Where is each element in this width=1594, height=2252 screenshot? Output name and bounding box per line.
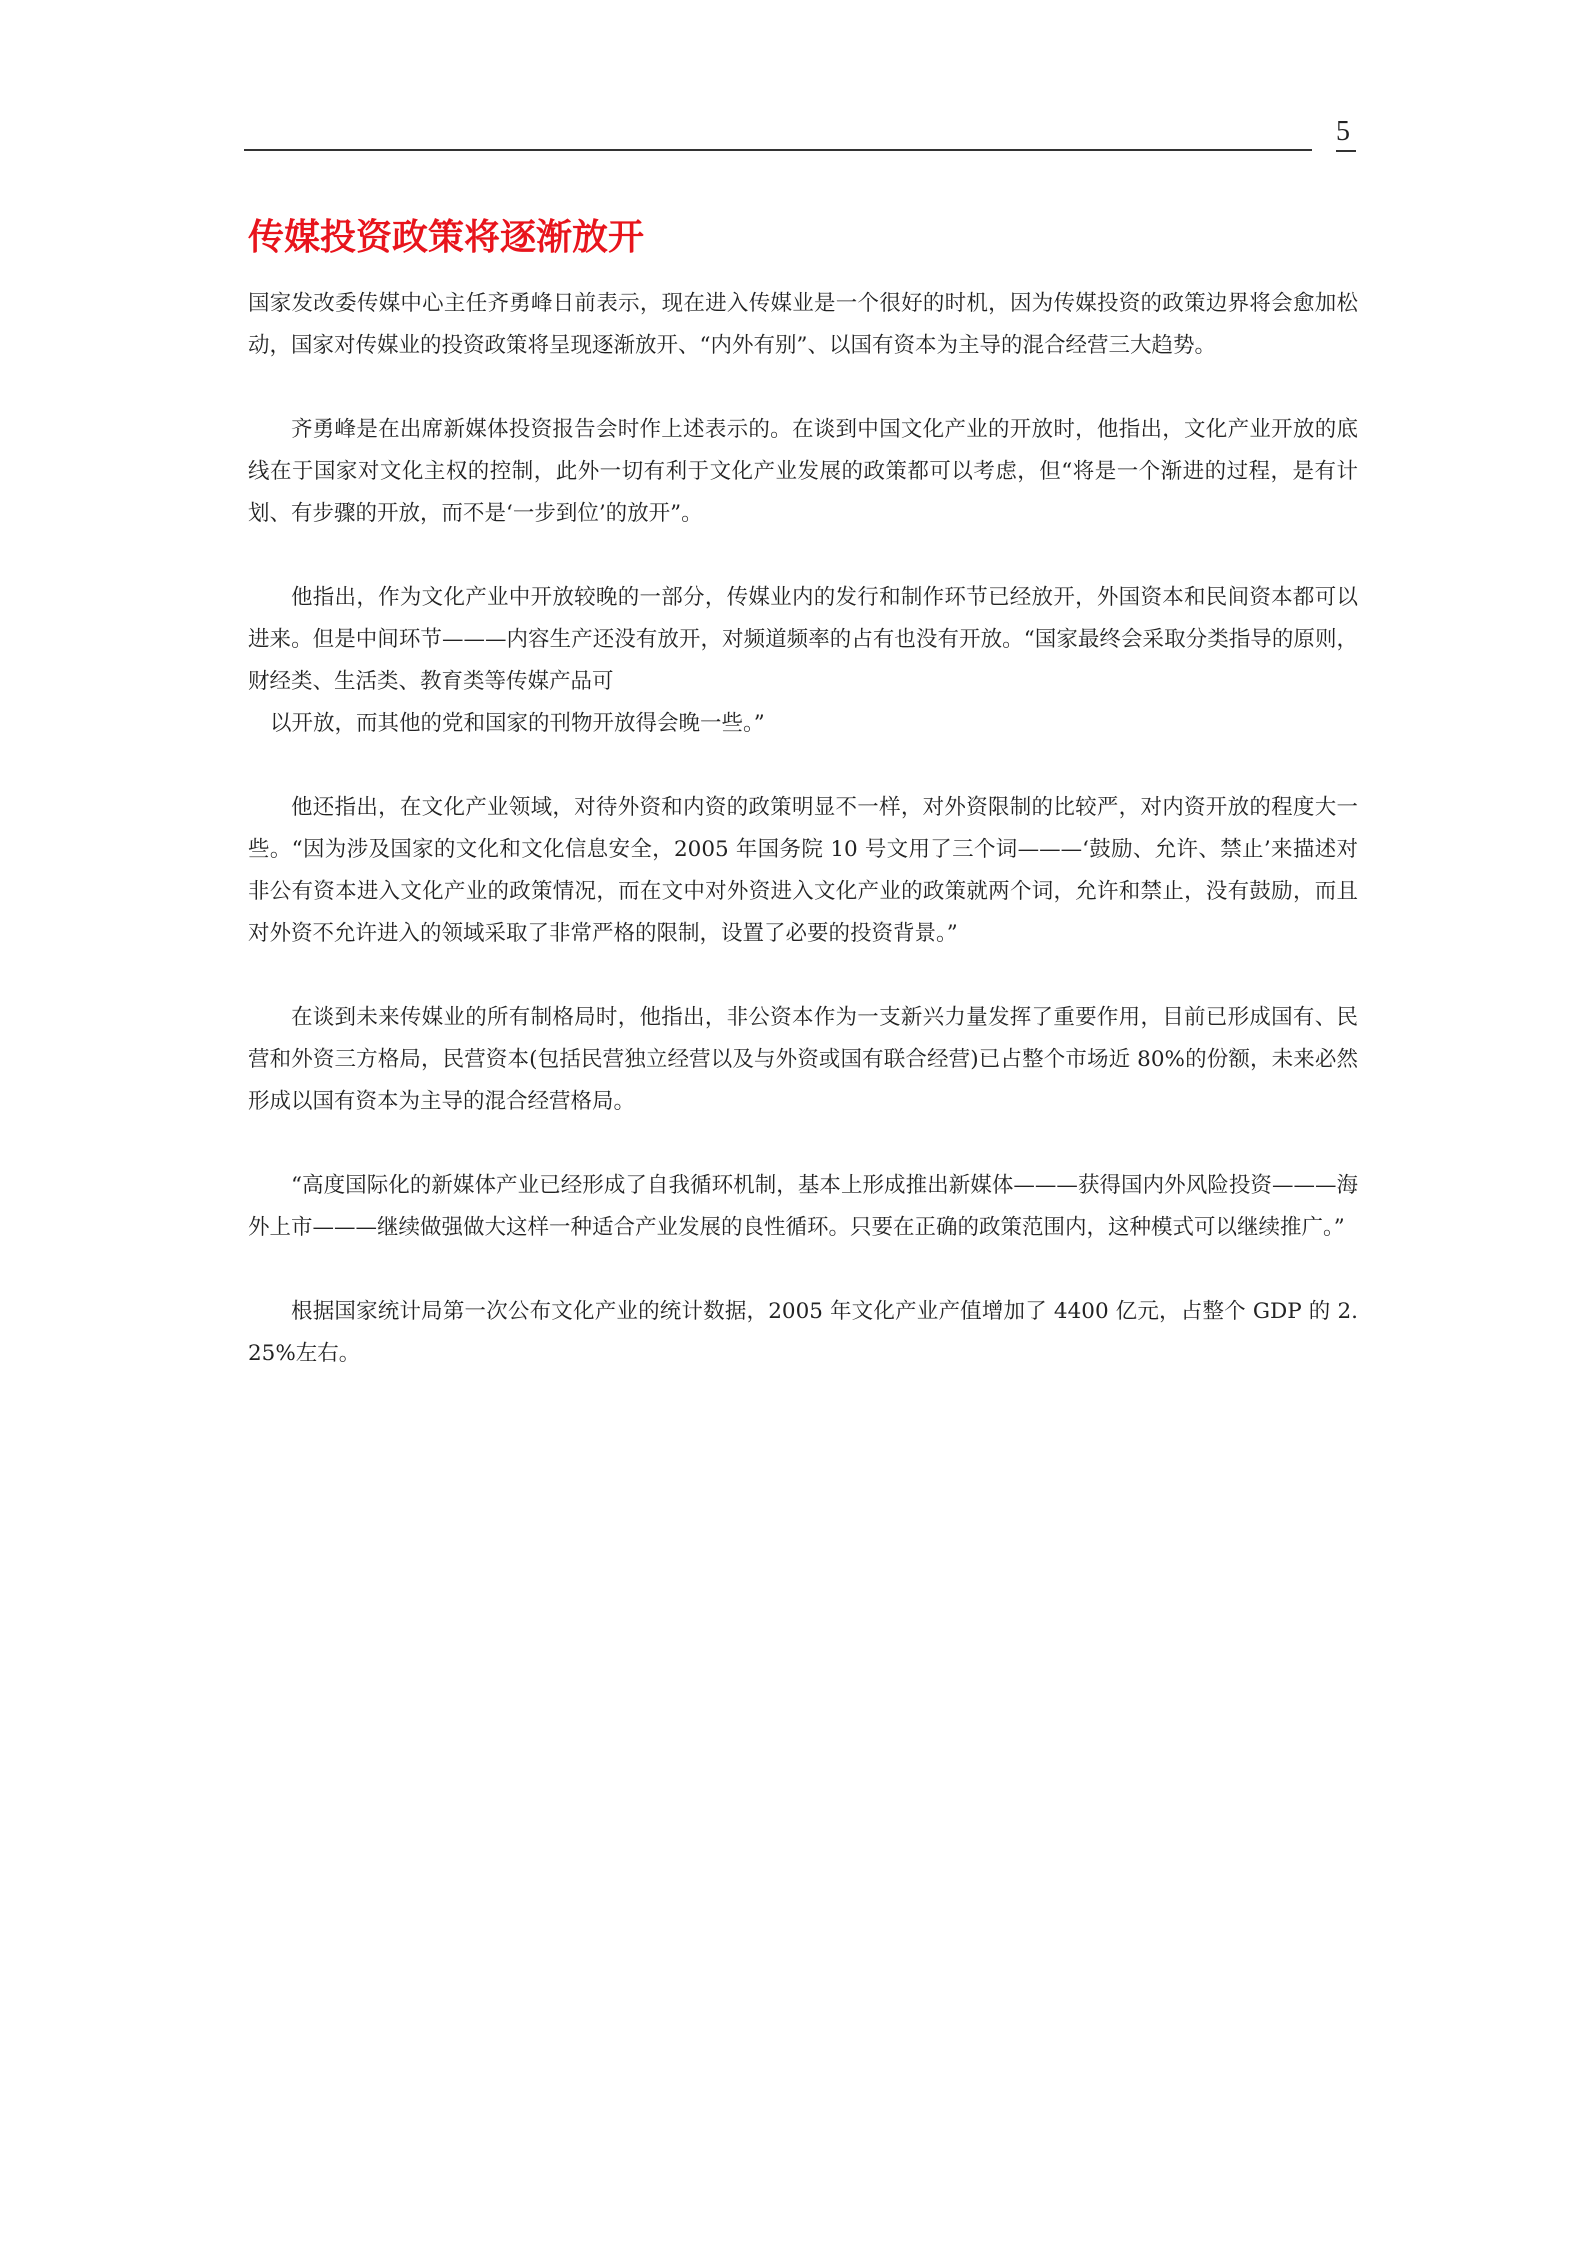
page-number: 5 <box>1336 116 1350 147</box>
paragraph-3-part-1: 他指出，作为文化产业中开放较晚的一部分，传媒业内的发行和制作环节已经放开，外国资本和民间资本都可以进来。但是中间环节———内容生产还没有放开，对频道频率的占有也没有开放。“国家最终会采取分类指导的原则，财经类、生活类、教育类等传媒产品可 <box>248 585 1358 694</box>
article-body <box>248 283 1358 1417</box>
page-number-underline <box>1336 150 1356 152</box>
paragraph-5: 在谈到未来传媒业的所有制格局时，他指出，非公资本作为一支新兴力量发挥了重要作用，目前已形成国有、民营和外资三方格局，民营资本(包括民营独立经营以及与外资或国有联合经营)已占整个市场近 80%的份额，未来必然形成以国有资本为主导的混合经营格局。 <box>248 1005 1358 1114</box>
header-rule <box>244 149 1312 151</box>
paragraph-3 <box>248 577 1358 745</box>
paragraph-3-part-2: 以开放，而其他的党和国家的刊物开放得会晚一些。” <box>270 711 765 736</box>
paragraph-6: “高度国际化的新媒体产业已经形成了自我循环机制，基本上形成推出新媒体———获得国内外风险投资———海外上市———继续做强做大这样一种适合产业发展的良性循环。只要在正确的政策范围内，这种模式可以继续推广。” <box>248 1173 1358 1240</box>
article-title: 传媒投资政策将逐渐放开 <box>248 216 645 258</box>
paragraph-1: 国家发改委传媒中心主任齐勇峰日前表示，现在进入传媒业是一个很好的时机，因为传媒投资的政策边界将会愈加松动，国家对传媒业的投资政策将呈现逐渐放开、“内外有别”、以国有资本为主导的混合经营三大趋势。 <box>248 291 1358 358</box>
paragraph-2: 齐勇峰是在出席新媒体投资报告会时作上述表示的。在谈到中国文化产业的开放时，他指出，文化产业开放的底线在于国家对文化主权的控制，此外一切有利于文化产业发展的政策都可以考虑，但“将是一个渐进的过程，是有计划、有步骤的开放，而不是‘一步到位’的放开”。 <box>248 417 1358 526</box>
paragraph-7: 根据国家统计局第一次公布文化产业的统计数据，2005 年文化产业产值增加了 4400 亿元，占整个 GDP 的 2.25%左右。 <box>248 1299 1358 1366</box>
paragraph-4: 他还指出，在文化产业领域，对待外资和内资的政策明显不一样，对外资限制的比较严，对内资开放的程度大一些。“因为涉及国家的文化和文化信息安全，2005 年国务院 10 号文用了三个词———‘鼓励、允许、禁止’来描述对非公有资本进入文化产业的政策情况，而在文中对外资进入文化产业的政策就两个词，允许和禁止，没有鼓励，而且对外资不允许进入的领域采取了非常严格的限制，设置了必要的投资背景。” <box>248 795 1358 946</box>
